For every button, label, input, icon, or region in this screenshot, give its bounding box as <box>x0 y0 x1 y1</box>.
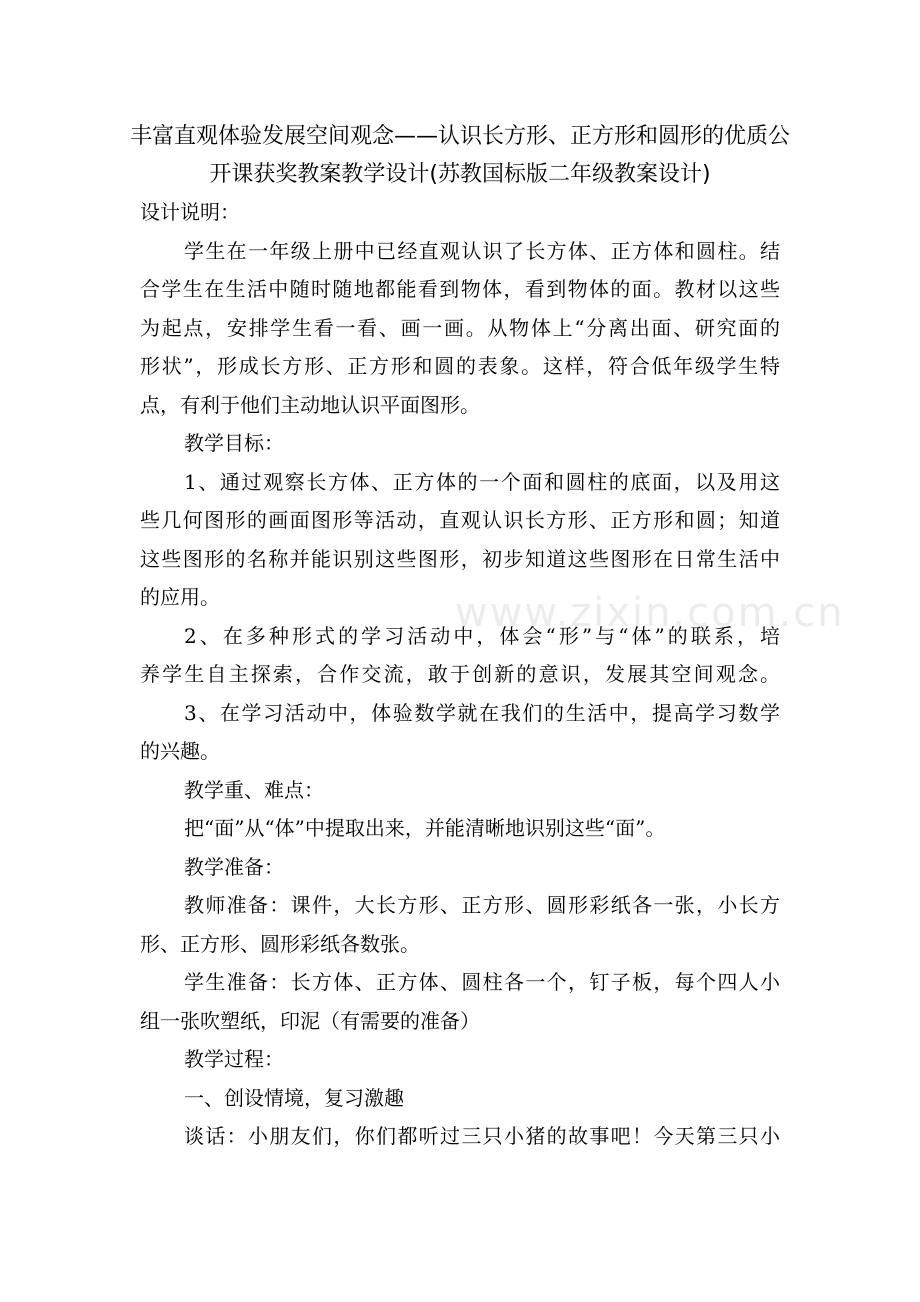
paragraph-line: 些几何图形的画面图形等活动，直观认识长方形、正方形和圆；知道 <box>140 508 780 532</box>
paragraph-line: 把“面”从“体”中提取出来，并能清晰地识别这些“面”。 <box>184 816 666 840</box>
document-title-line-1: 丰富直观体验发展空间观念——认识长方形、正方形和圆形的优质公 <box>130 124 791 149</box>
paragraph-line: 1、通过观察长方体、正方体的一个面和圆柱的底面，以及用这 <box>184 470 780 494</box>
paragraph-line: 点，有利于他们主动地认识平面图形。 <box>140 393 480 417</box>
paragraph-line: 为起点，安排学生看一看、画一画。从物体上“分离出面、研究面的 <box>140 316 780 340</box>
section-heading-design-notes: 设计说明： <box>140 200 240 224</box>
paragraph-line: 组一张吹塑纸，印泥（有需要的准备） <box>140 1009 480 1033</box>
paragraph-line: 教师准备：课件，大长方形、正方形、圆形彩纸各一张，小长方 <box>184 893 780 917</box>
watermark: www.zixin.com.cn <box>455 590 845 636</box>
paragraph-line: 2、在多种形式的学习活动中，体会“形”与“体”的联系，培 <box>184 624 780 648</box>
paragraph-line: 养学生自主探索，合作交流，敢于创新的意识，发展其空间观念。 <box>140 662 780 686</box>
paragraph-line: 的兴趣。 <box>140 739 220 763</box>
paragraph-line: 的应用。 <box>140 585 220 609</box>
section-heading-process: 教学过程： <box>184 1047 284 1071</box>
paragraph-line: 这些图形的名称并能识别这些图形，初步知道这些图形在日常生活中 <box>140 547 780 571</box>
paragraph-line: 学生在一年级上册中已经直观认识了长方体、正方体和圆柱。结 <box>184 239 780 263</box>
paragraph-line: 学生准备：长方体、正方体、圆柱各一个，钉子板，每个四人小 <box>184 970 780 994</box>
section-heading-key-points: 教学重、难点： <box>184 778 324 802</box>
section-heading-preparation: 教学准备： <box>184 855 284 879</box>
section-subheading: 一、创设情境，复习激趣 <box>184 1086 404 1110</box>
paragraph-line: 3、在学习活动中，体验数学就在我们的生活中，提高学习数学 <box>184 701 780 725</box>
paragraph-line: 谈话：小朋友们，你们都听过三只小猪的故事吧！今天第三只小 <box>184 1124 780 1148</box>
paragraph-line: 合学生在生活中随时随地都能看到物体，看到物体的面。教材以这些 <box>140 277 780 301</box>
paragraph-line: 形状”，形成长方形、正方形和圆的表象。这样，符合低年级学生特 <box>140 354 780 378</box>
paragraph-line: 形、正方形、圆形彩纸各数张。 <box>140 932 420 956</box>
section-heading-objectives: 教学目标： <box>184 431 284 455</box>
document-title-line-2: 开课获奖教案教学设计(苏教国标版二年级教案设计) <box>209 162 711 187</box>
